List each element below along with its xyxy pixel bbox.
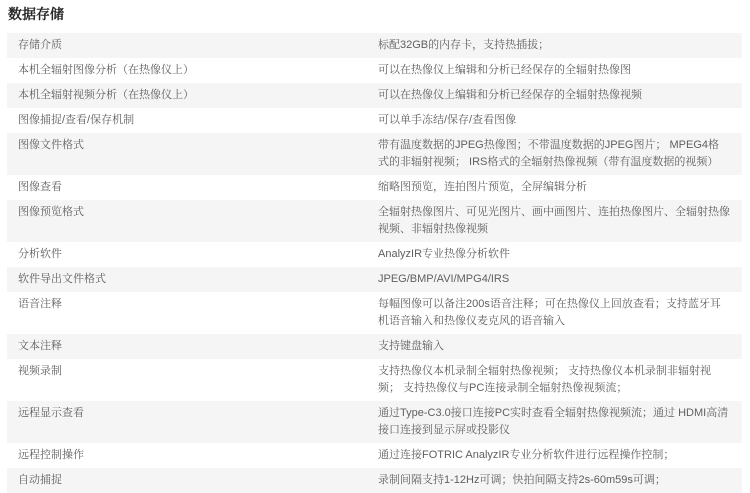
- spec-value: 可以在热像仪上编辑和分析已经保存的全辐射热像图: [378, 64, 631, 76]
- spec-label: 分析软件: [18, 248, 62, 260]
- spec-row: [7, 401, 742, 443]
- spec-row: [7, 468, 742, 493]
- spec-value: 缩略图预览，连拍图片预览，全屏编辑分析: [378, 181, 587, 193]
- spec-row: [7, 200, 742, 242]
- spec-label: 本机全辐射视频分析（在热像仪上）: [18, 89, 194, 101]
- spec-label: 存储介质: [18, 39, 62, 51]
- spec-row: [7, 133, 742, 175]
- spec-value: 可以在热像仪上编辑和分析已经保存的全辐射热像视频: [378, 89, 642, 101]
- spec-value: 标配32GB的内存卡，支持热插拔；: [378, 39, 550, 51]
- spec-value: 通过连接FOTRIC AnalyzIR专业分析软件进行远程操作控制；: [378, 449, 675, 461]
- spec-row: [7, 175, 742, 200]
- spec-label: 文本注释: [18, 340, 62, 352]
- spec-row: [7, 58, 742, 83]
- spec-row: [7, 334, 742, 359]
- spec-label: 图像预览格式: [18, 206, 84, 218]
- spec-value: AnalyzIR专业热像分析软件: [378, 248, 511, 260]
- spec-label: 视频录制: [18, 365, 62, 377]
- spec-label: 图像查看: [18, 181, 62, 193]
- spec-label: 本机全辐射图像分析（在热像仪上）: [18, 64, 194, 76]
- spec-row: [7, 242, 742, 267]
- spec-label: 远程控制操作: [18, 449, 84, 461]
- spec-table: [7, 33, 742, 493]
- spec-value: 支持键盘输入: [378, 340, 444, 352]
- spec-row: [7, 359, 742, 401]
- spec-row: [7, 267, 742, 292]
- spec-row: [7, 443, 742, 468]
- spec-label: 软件导出文件格式: [18, 273, 106, 285]
- spec-value: 每幅图像可以备注200s语音注释；可在热像仪上回放查看；支持蓝牙耳机语音输入和热像仪麦克风的语音输入: [378, 298, 721, 327]
- section-title: 数据存储: [8, 6, 64, 22]
- spec-label: 语音注释: [18, 298, 62, 310]
- spec-value: 可以单手冻结/保存/查看图像: [378, 114, 517, 126]
- spec-row: [7, 292, 742, 334]
- spec-value: 通过Type-C3.0接口连接PC实时查看全辐射热像视频流；通过 HDMI高清接口连接到显示屏或投影仪: [378, 407, 729, 436]
- spec-row: [7, 108, 742, 133]
- spec-row: [7, 83, 742, 108]
- spec-value: 录制间隔支持1-12Hz可调；快拍间隔支持2s-60m59s可调；: [378, 474, 666, 486]
- spec-row: [7, 33, 742, 58]
- spec-value: 全辐射热像图片、可见光图片、画中画图片、连拍热像图片、全辐射热像视频、非辐射热像视频: [378, 206, 730, 235]
- spec-value: 带有温度数据的JPEG热像图；不带温度数据的JPEG图片； MPEG4格式的非辐射视频； IRS格式的全辐射热像视频（带有温度数据的视频）: [378, 139, 720, 168]
- spec-label: 远程显示查看: [18, 407, 84, 419]
- spec-value: 支持热像仪本机录制全辐射热像视频； 支持热像仪本机录制非辐射视频； 支持热像仪与PC连接录制全辐射热像视频流；: [378, 365, 712, 394]
- spec-label: 图像文件格式: [18, 139, 84, 151]
- spec-label: 自动捕捉: [18, 474, 62, 486]
- spec-value: JPEG/BMP/AVI/MPG4/IRS: [378, 273, 510, 285]
- spec-label: 图像捕捉/查看/保存机制: [18, 114, 135, 126]
